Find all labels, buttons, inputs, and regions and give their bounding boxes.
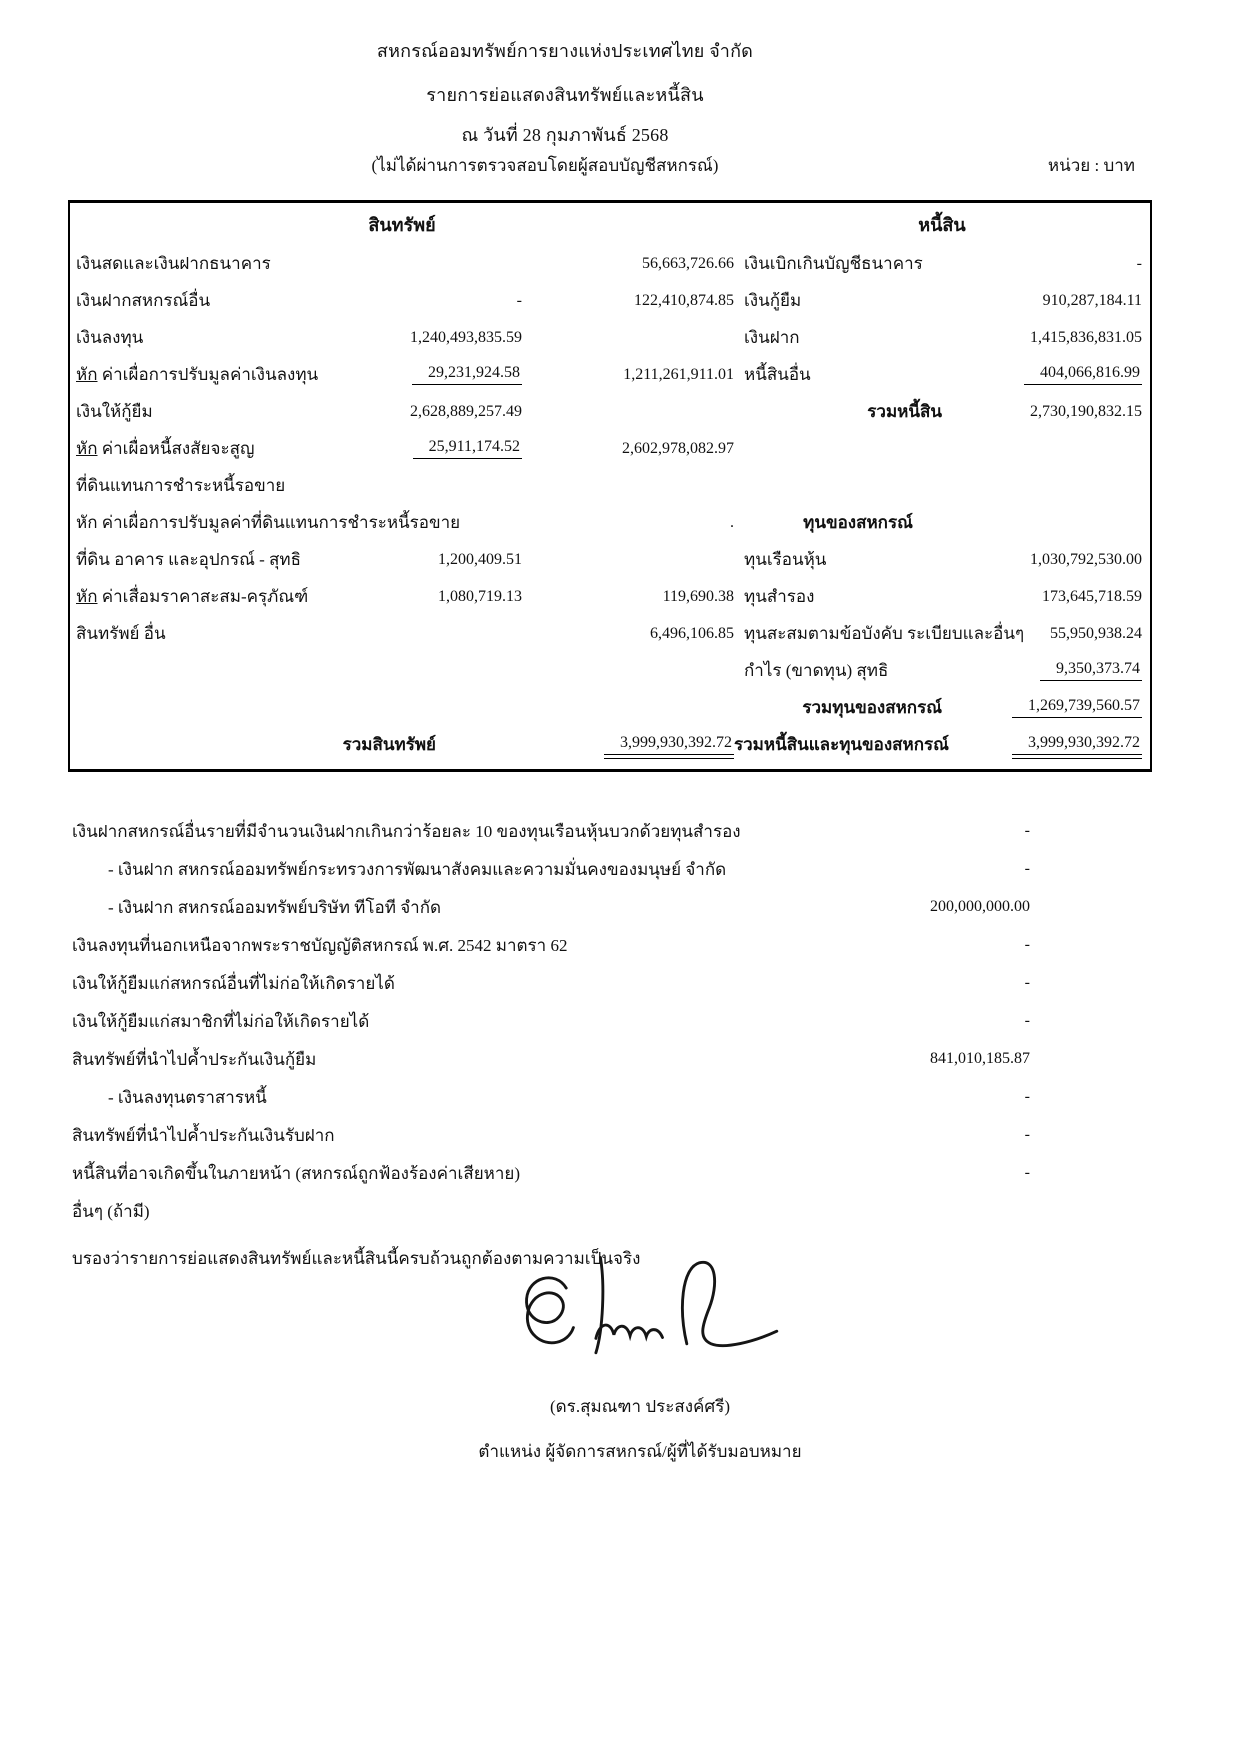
amount-value: 1,200,409.51 [438,550,522,568]
amount-value: 1,240,493,835.59 [410,328,522,346]
note-label: เงินให้กู้ยืมแก่สหกรณ์อื่นที่ไม่ก่อให้เกิดรายได้ [72,973,395,993]
asset-label: สินทรัพย์ อื่น [76,624,166,643]
note-row [72,850,1030,888]
liability-amount [982,625,1150,643]
note-row [72,1192,1030,1230]
liability-label: เงินฝาก [744,328,800,347]
balance-table-body [70,245,1150,763]
asset-label: เงินลงทุน [76,328,144,347]
asset-label: ที่ดินแทนการชำระหนี้รอขาย [76,476,286,495]
liability-amount [982,734,1150,755]
amount-value: 3,999,930,392.72 [1012,734,1142,755]
liability-label: ทุนสำรอง [744,587,815,606]
amount-value: 25,911,174.52 [413,438,522,459]
asset-amount-outer [522,514,734,532]
signature [485,1252,795,1387]
amount-value: 1,211,261,911.01 [623,365,734,383]
asset-amount-outer [522,292,734,310]
asset-amount-outer [522,588,734,606]
note-label: เงินให้กู้ยืมแก่สมาชิกที่ไม่ก่อให้เกิดรายได้ [72,1011,370,1031]
asset-amount-inner [388,403,522,421]
certification-line: บรองว่ารายการย่อแสดงสินทรัพย์และหนี้สินนี้ครบถ้วนถูกต้องตามความเป็นจริง [72,1249,641,1268]
note-value: 841,010,185.87 [930,1050,1030,1067]
amount-value: 910,287,184.11 [1042,291,1142,309]
capital-section-header: ทุนของสหกรณ์ [803,513,913,532]
hak-label: หัก [76,439,98,458]
note-row [72,1116,1030,1154]
asset-amount-inner [388,588,522,606]
note-value: - [1024,974,1030,991]
asset-amount-outer [522,734,734,755]
amount-value: 1,269,739,560.57 [1012,697,1142,718]
amount-value: 2,602,978,082.97 [622,439,734,457]
table-row [70,578,1150,615]
asset-amount-inner [388,364,522,385]
table-row [70,615,1150,652]
note-label: หนี้สินที่อาจเกิดขึ้นในภายหน้า (สหกรณ์ถูกฟ้องร้องค่าเสียหาย) [72,1163,521,1183]
liability-amount [982,551,1150,569]
table-row [70,245,1150,282]
table-row [70,393,1150,430]
note-row [72,812,1030,850]
balance-sheet-table [68,200,1152,772]
asset-label: หัก ค่าเผื่อหนี้สงสัยจะสูญ [76,439,255,458]
notes-section [72,812,1030,1230]
note-row [72,964,1030,1002]
amount-value: 2,730,190,832.15 [1030,402,1142,420]
amount-value: 3,999,930,392.72 [604,734,734,755]
note-value: - [1024,1012,1030,1029]
assets-column-header: สินทรัพย์ [368,214,436,235]
note-label: เงินฝากสหกรณ์อื่นรายที่มีจำนวนเงินฝากเกินกว่าร้อยละ 10 ของทุนเรือนหุ้นบวกด้วยทุนสำรอง [72,821,741,841]
note-label: - เงินฝาก สหกรณ์ออมทรัพย์บริษัท ทีโอที จำกัด [108,897,442,917]
asset-label: เงินสดและเงินฝากธนาคาร [76,254,271,273]
liability-amount [982,329,1150,347]
total-assets-label: รวมสินทรัพย์ [342,735,436,754]
table-row [70,541,1150,578]
note-value: - [1024,1126,1030,1143]
note-value: - [1024,860,1030,877]
asset-label: หัก ค่าเผื่อการปรับมูลค่าเงินลงทุน [76,365,319,384]
signatory-name: (ดร.สุมณฑา ประสงค์ศรี) [549,1397,731,1416]
liability-label: กำไร (ขาดทุน) สุทธิ [744,661,889,680]
note-row [72,1002,1030,1040]
asset-amount-outer [522,255,734,273]
amount-value: 29,231,924.58 [412,364,522,385]
asset-amount-inner [388,292,522,310]
amount-value: 9,350,373.74 [1040,660,1142,681]
note-value: - [1024,936,1030,953]
liability-amount [982,255,1150,273]
table-row [70,467,1150,504]
note-value: - [1024,1088,1030,1105]
amount-value: 173,645,718.59 [1042,587,1142,605]
table-row [70,282,1150,319]
asset-label: หัก ค่าเผื่อการปรับมูลค่าที่ดินแทนการชำระหนี้รอขาย [76,513,461,532]
liability-label: เงินกู้ยืม [744,291,802,310]
report-title: รายการย่อแสดงสินทรัพย์และหนี้สิน [426,85,704,105]
asset-amount-outer [522,440,734,458]
liability-label: หนี้สินอื่น [744,365,811,384]
note-value: - [1024,1164,1030,1181]
asset-label: ที่ดิน อาคาร และอุปกรณ์ - สุทธิ [76,550,301,569]
note-label: สินทรัพย์ที่นำไปค้ำประกันเงินกู้ยืม [72,1049,317,1069]
amount-value: 2,628,889,257.49 [410,402,522,420]
table-row [70,652,1150,689]
amount-value: 119,690.38 [662,587,734,605]
total-liability-label: รวมทุนของสหกรณ์ [802,698,942,717]
liabilities-column-header: หนี้สิน [918,214,966,235]
table-row [70,504,1150,541]
amount-value: . [730,513,734,531]
table-row [70,430,1150,467]
asset-amount-inner [388,329,522,347]
liability-label: ทุนสะสมตามข้อบังคับ ระเบียบและอื่นๆ [744,624,1025,643]
signature-block [340,1252,940,1465]
note-row [72,888,1030,926]
amount-value: 1,080,719.13 [438,587,522,605]
liability-label: ทุนเรือนหุ้น [744,550,827,569]
table-row [70,726,1150,763]
note-row [72,926,1030,964]
note-row [72,1078,1030,1116]
note-label: สินทรัพย์ที่นำไปค้ำประกันเงินรับฝาก [72,1125,335,1145]
note-label: อื่นๆ (ถ้ามี) [72,1201,150,1221]
org-name: สหกรณ์ออมทรัพย์การยางแห่งประเทศไทย จำกัด [376,41,754,61]
amount-value: 404,066,816.99 [1024,364,1142,385]
amount-value: 1,030,792,530.00 [1030,550,1142,568]
liability-amount [982,364,1150,385]
total-liability-label: รวมหนี้สิน [867,402,942,421]
table-row [70,319,1150,356]
asset-label: เงินฝากสหกรณ์อื่น [76,291,211,310]
liability-amount [982,697,1150,718]
note-label: เงินลงทุนที่นอกเหนือจากพระราชบัญญัติสหกรณ์ พ.ศ. 2542 มาตรา 62 [72,935,568,955]
note-value: 200,000,000.00 [930,898,1030,915]
table-row [70,689,1150,726]
amount-value: - [1136,254,1142,272]
amount-value: - [516,291,522,309]
amount-value: 6,496,106.85 [650,624,734,642]
note-row [72,1154,1030,1192]
liability-label: เงินเบิกเกินบัญชีธนาคาร [744,254,923,273]
note-value: - [1024,822,1030,839]
asset-amount-inner [388,551,522,569]
amount-value: 56,663,726.66 [642,254,734,272]
note-row [72,1040,1030,1078]
unaudited-note: (ไม่ได้ผ่านการตรวจสอบโดยผู้สอบบัญชีสหกรณ์) [371,156,719,175]
liability-amount [982,588,1150,606]
unit-label: หน่วย : บาท [1047,156,1135,175]
table-header-row [70,203,1150,245]
total-liability-label: รวมหนี้สินและทุนของสหกรณ์ [734,735,949,754]
hak-label: หัก [76,365,98,384]
table-row [70,356,1150,393]
amount-value: 122,410,874.85 [634,291,734,309]
asset-amount-outer [522,625,734,643]
hak-label: หัก [76,587,98,606]
amount-value: 55,950,938.24 [1050,624,1142,642]
asset-amount-inner [388,438,522,459]
liability-amount [982,403,1150,421]
as-of-date: ณ วันที่ 28 กุมภาพันธ์ 2568 [461,125,669,145]
asset-amount-outer [522,366,734,384]
note-label: - เงินลงทุนตราสารหนี้ [108,1087,267,1107]
amount-value: 1,415,836,831.05 [1030,328,1142,346]
asset-label: หัก ค่าเสื่อมราคาสะสม-ครุภัณฑ์ [76,587,309,606]
note-label: - เงินฝาก สหกรณ์ออมทรัพย์กระทรวงการพัฒนาสังคมและความมั่นคงของมนุษย์ จำกัด [108,859,727,879]
asset-label: เงินให้กู้ยืม [76,402,153,421]
signatory-position: ตำแหน่ง ผู้จัดการสหกรณ์/ผู้ที่ได้รับมอบหมาย [478,1442,802,1461]
liability-amount [982,292,1150,310]
liability-amount [982,660,1150,681]
